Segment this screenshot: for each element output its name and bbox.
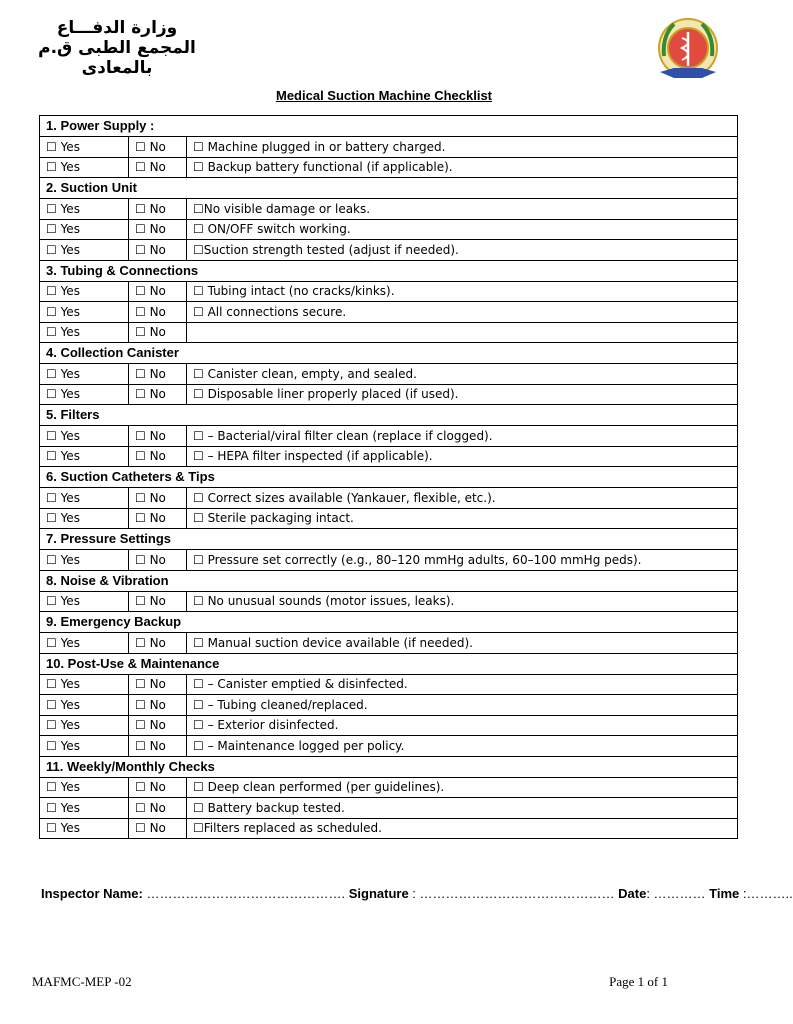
no-checkbox[interactable]: ☐ No — [129, 715, 187, 736]
yes-checkbox[interactable]: ☐ Yes — [40, 302, 129, 323]
checklist-row — [40, 508, 738, 529]
check-item-description[interactable]: ☐ Deep clean performed (per guidelines). — [187, 777, 738, 798]
yes-checkbox[interactable]: ☐ Yes — [40, 633, 129, 654]
section-header — [40, 405, 738, 426]
section-title: 5. Filters — [40, 405, 738, 426]
checklist-row — [40, 798, 738, 819]
yes-checkbox[interactable]: ☐ Yes — [40, 488, 129, 509]
yes-checkbox[interactable]: ☐ Yes — [40, 322, 129, 343]
yes-checkbox[interactable]: ☐ Yes — [40, 240, 129, 261]
no-checkbox[interactable]: ☐ No — [129, 777, 187, 798]
inspector-field[interactable]: ………………………………………. — [142, 886, 349, 901]
document-reference: MAFMC-MEP -02 — [32, 974, 132, 989]
check-item-description[interactable]: ☐ Battery backup tested. — [187, 798, 738, 819]
yes-checkbox[interactable]: ☐ Yes — [40, 508, 129, 529]
page-number: Page 1 of 1 — [609, 974, 668, 989]
checklist-row — [40, 633, 738, 654]
yes-checkbox[interactable]: ☐ Yes — [40, 364, 129, 385]
section-title: 9. Emergency Backup — [40, 612, 738, 633]
check-item-description[interactable]: ☐ Backup battery functional (if applicable). — [187, 157, 738, 178]
no-checkbox[interactable]: ☐ No — [129, 426, 187, 447]
checklist-row — [40, 818, 738, 839]
yes-checkbox[interactable]: ☐ Yes — [40, 798, 129, 819]
no-checkbox[interactable]: ☐ No — [129, 240, 187, 261]
no-checkbox[interactable]: ☐ No — [129, 591, 187, 612]
checklist-row — [40, 384, 738, 405]
checklist-row — [40, 281, 738, 302]
checklist-row — [40, 199, 738, 220]
org-line-3: بالمعادى — [81, 58, 153, 78]
no-checkbox[interactable]: ☐ No — [129, 137, 187, 158]
section-header — [40, 343, 738, 364]
section-title: 7. Pressure Settings — [40, 529, 738, 550]
checklist-row — [40, 157, 738, 178]
check-item-description[interactable]: ☐ – Tubing cleaned/replaced. — [187, 695, 738, 716]
checklist-row — [40, 364, 738, 385]
no-checkbox[interactable]: ☐ No — [129, 446, 187, 467]
date-field[interactable]: : ………… — [646, 886, 710, 901]
organization-name — [22, 18, 212, 78]
signature-field[interactable]: : ……………………………………… — [408, 886, 619, 901]
section-title: 10. Post-Use & Maintenance — [40, 653, 738, 674]
yes-checkbox[interactable]: ☐ Yes — [40, 695, 129, 716]
no-checkbox[interactable]: ☐ No — [129, 219, 187, 240]
no-checkbox[interactable]: ☐ No — [129, 199, 187, 220]
yes-checkbox[interactable]: ☐ Yes — [40, 384, 129, 405]
yes-checkbox[interactable]: ☐ Yes — [40, 157, 129, 178]
yes-checkbox[interactable]: ☐ Yes — [40, 219, 129, 240]
checklist-row — [40, 736, 738, 757]
no-checkbox[interactable]: ☐ No — [129, 302, 187, 323]
document-title: Medical Suction Machine Checklist — [276, 88, 492, 103]
no-checkbox[interactable]: ☐ No — [129, 633, 187, 654]
section-title: 3. Tubing & Connections — [40, 260, 738, 281]
check-item-description[interactable]: ☐ ON/OFF switch working. — [187, 219, 738, 240]
section-title: 8. Noise & Vibration — [40, 570, 738, 591]
no-checkbox[interactable]: ☐ No — [129, 550, 187, 571]
yes-checkbox[interactable]: ☐ Yes — [40, 777, 129, 798]
time-field[interactable]: :……….. — [739, 886, 793, 901]
check-item-description[interactable]: ☐ – Maintenance logged per policy. — [187, 736, 738, 757]
yes-checkbox[interactable]: ☐ Yes — [40, 818, 129, 839]
section-title: 4. Collection Canister — [40, 343, 738, 364]
checklist-row — [40, 446, 738, 467]
section-title: 6. Suction Catheters & Tips — [40, 467, 738, 488]
check-item-description[interactable]: ☐No visible damage or leaks. — [187, 199, 738, 220]
section-header — [40, 116, 738, 137]
no-checkbox[interactable]: ☐ No — [129, 157, 187, 178]
check-item-description[interactable]: ☐ Manual suction device available (if needed). — [187, 633, 738, 654]
check-item-description[interactable] — [187, 322, 738, 343]
section-title: 2. Suction Unit — [40, 178, 738, 199]
section-header — [40, 178, 738, 199]
checklist-row — [40, 219, 738, 240]
medical-emblem-logo — [654, 16, 722, 88]
check-item-description[interactable]: ☐ – Exterior disinfected. — [187, 715, 738, 736]
checklist-row — [40, 695, 738, 716]
check-item-description[interactable]: ☐ Pressure set correctly (e.g., 80–120 mmHg adults, 60–100 mmHg peds). — [187, 550, 738, 571]
checklist-row — [40, 488, 738, 509]
time-label: Time — [709, 886, 740, 901]
check-item-description[interactable]: ☐ Tubing intact (no cracks/kinks). — [187, 281, 738, 302]
check-item-description[interactable]: ☐ Disposable liner properly placed (if used). — [187, 384, 738, 405]
checklist-row — [40, 426, 738, 447]
section-title: 11. Weekly/Monthly Checks — [40, 756, 738, 777]
inspector-label: Inspector Name: — [41, 886, 143, 901]
section-title: 1. Power Supply : — [40, 116, 738, 137]
checklist-row — [40, 550, 738, 571]
section-header — [40, 529, 738, 550]
checklist-row — [40, 322, 738, 343]
org-line-2: المجمع الطبى ق.م — [38, 38, 196, 58]
no-checkbox[interactable]: ☐ No — [129, 674, 187, 695]
sign-off-line — [41, 886, 793, 901]
yes-checkbox[interactable]: ☐ Yes — [40, 736, 129, 757]
checklist-row — [40, 715, 738, 736]
check-item-description[interactable]: ☐Suction strength tested (adjust if needed). — [187, 240, 738, 261]
no-checkbox[interactable]: ☐ No — [129, 818, 187, 839]
yes-checkbox[interactable]: ☐ Yes — [40, 426, 129, 447]
check-item-description[interactable]: ☐ – Canister emptied & disinfected. — [187, 674, 738, 695]
yes-checkbox[interactable]: ☐ Yes — [40, 281, 129, 302]
no-checkbox[interactable]: ☐ No — [129, 798, 187, 819]
no-checkbox[interactable]: ☐ No — [129, 736, 187, 757]
yes-checkbox[interactable]: ☐ Yes — [40, 674, 129, 695]
checklist-row — [40, 674, 738, 695]
checklist-row — [40, 240, 738, 261]
yes-checkbox[interactable]: ☐ Yes — [40, 137, 129, 158]
section-header — [40, 570, 738, 591]
section-header — [40, 260, 738, 281]
check-item-description[interactable]: ☐ Machine plugged in or battery charged. — [187, 137, 738, 158]
checklist-row — [40, 777, 738, 798]
check-item-description[interactable]: ☐Filters replaced as scheduled. — [187, 818, 738, 839]
no-checkbox[interactable]: ☐ No — [129, 322, 187, 343]
check-item-description[interactable]: ☐ – Bacterial/viral filter clean (replace if clogged). — [187, 426, 738, 447]
yes-checkbox[interactable]: ☐ Yes — [40, 715, 129, 736]
check-item-description[interactable]: ☐ Canister clean, empty, and sealed. — [187, 364, 738, 385]
no-checkbox[interactable]: ☐ No — [129, 488, 187, 509]
checklist-row — [40, 137, 738, 158]
section-header — [40, 756, 738, 777]
checklist-row — [40, 591, 738, 612]
yes-checkbox[interactable]: ☐ Yes — [40, 199, 129, 220]
check-item-description[interactable]: ☐ All connections secure. — [187, 302, 738, 323]
section-header — [40, 653, 738, 674]
no-checkbox[interactable]: ☐ No — [129, 384, 187, 405]
no-checkbox[interactable]: ☐ No — [129, 695, 187, 716]
org-line-1: وزارة الدفـــاع — [56, 18, 178, 38]
check-item-description[interactable]: ☐ Sterile packaging intact. — [187, 508, 738, 529]
check-item-description[interactable]: ☐ – HEPA filter inspected (if applicable). — [187, 446, 738, 467]
checklist-row — [40, 302, 738, 323]
no-checkbox[interactable]: ☐ No — [129, 281, 187, 302]
section-header — [40, 467, 738, 488]
check-item-description[interactable]: ☐ Correct sizes available (Yankauer, flexible, etc.). — [187, 488, 738, 509]
section-header — [40, 612, 738, 633]
checklist-table — [39, 115, 738, 839]
no-checkbox[interactable]: ☐ No — [129, 364, 187, 385]
date-label: Date — [618, 886, 647, 901]
check-item-description[interactable]: ☐ No unusual sounds (motor issues, leaks). — [187, 591, 738, 612]
yes-checkbox[interactable]: ☐ Yes — [40, 446, 129, 467]
signature-label: Signature — [348, 886, 409, 901]
yes-checkbox[interactable]: ☐ Yes — [40, 591, 129, 612]
yes-checkbox[interactable]: ☐ Yes — [40, 550, 129, 571]
no-checkbox[interactable]: ☐ No — [129, 508, 187, 529]
